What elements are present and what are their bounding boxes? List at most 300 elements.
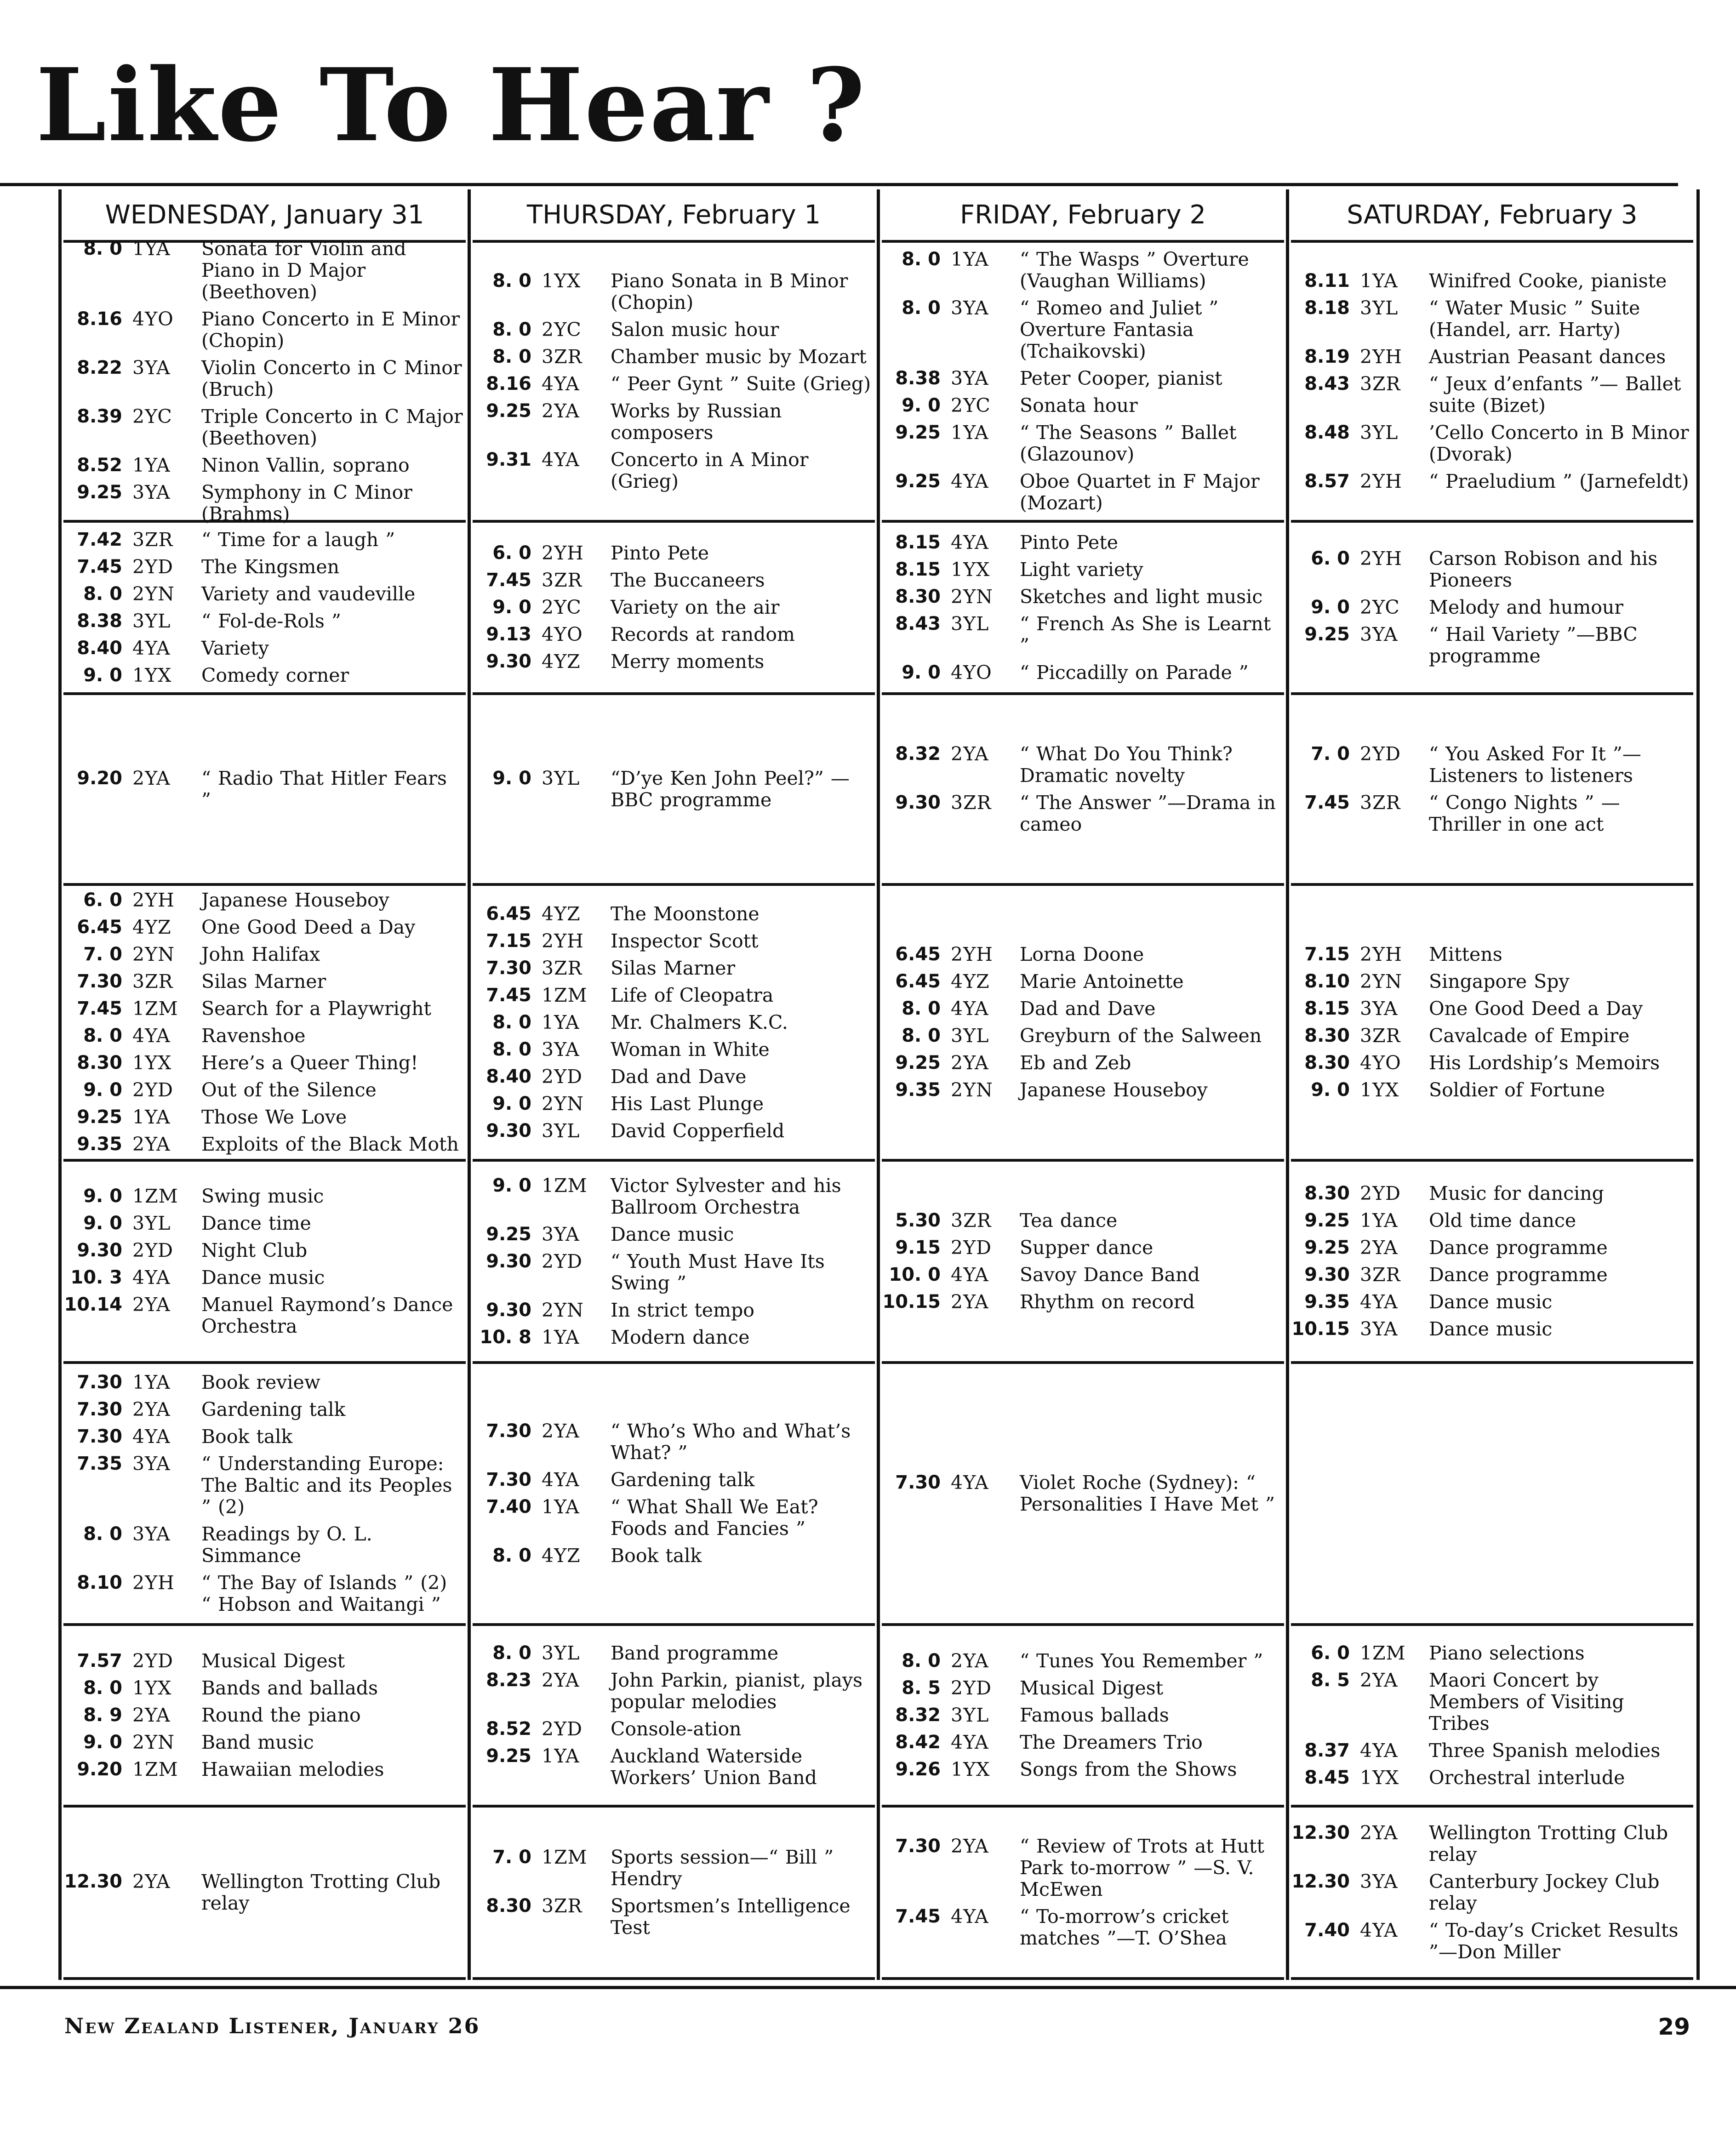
program-title: “ Review of Trots at Hutt Park to-morrow ” —S. V. McEwen [1020, 1835, 1264, 1900]
program-entry [473, 1643, 875, 1664]
program-entry [1291, 1670, 1693, 1734]
program-entry [882, 368, 1284, 389]
program-title: “ French As She is Learnt ” [1020, 612, 1271, 656]
program-entry [882, 971, 1284, 992]
entry-time: 7.40 [1304, 1919, 1350, 1941]
program-title: Canterbury Jockey Club relay [1429, 1870, 1660, 1914]
entry-time: 7.45 [1304, 792, 1350, 813]
entry-time: 8.57 [1304, 471, 1350, 492]
program-title: Manuel Raymond’s Dance Orchestra [201, 1294, 453, 1337]
program-entry [882, 1237, 1284, 1259]
station-call-sign: 1ZM [1360, 1642, 1406, 1664]
entry-time: 9. 0 [1311, 1079, 1350, 1101]
entry-time: 8.43 [1304, 373, 1350, 394]
program-entry [1291, 346, 1693, 368]
program-title: Dance music [611, 1223, 734, 1245]
program-entry [882, 1079, 1284, 1101]
program-entry [882, 1650, 1284, 1672]
footer-publication: New Zealand Listener, January 26 [64, 2013, 480, 2038]
program-title: Dance programme [1429, 1237, 1608, 1259]
category-cell [63, 886, 466, 1162]
program-entry [1291, 548, 1693, 591]
entry-time: 8.30 [1304, 1025, 1350, 1046]
program-title: Dad and Dave [1020, 998, 1156, 1020]
category-cell [1291, 1626, 1693, 1808]
program-entry [473, 1224, 875, 1245]
program-entry [63, 1705, 466, 1726]
entry-time: 10. 8 [480, 1326, 531, 1348]
entry-time: 7.15 [1304, 944, 1350, 965]
program-entry [473, 1895, 875, 1939]
program-entry [473, 400, 875, 444]
station-call-sign: 2YC [542, 596, 582, 618]
program-entry [1291, 1264, 1693, 1286]
day-header: THURSDAY, February 1 [473, 189, 875, 243]
program-entry [882, 1906, 1284, 1949]
program-title: Songs from the Shows [1020, 1758, 1237, 1780]
category-cell [63, 1808, 466, 1980]
station-call-sign: 4YO [132, 308, 174, 330]
entry-time: 7. 0 [492, 1846, 531, 1868]
category-cell [63, 523, 466, 695]
program-entry [473, 985, 875, 1006]
entry-time: 9.30 [486, 651, 531, 672]
program-entry [1291, 998, 1693, 1020]
station-call-sign: 2YA [1360, 1237, 1398, 1259]
station-call-sign: 3YA [951, 367, 989, 389]
entry-time: 9.30 [486, 1250, 531, 1272]
program-title: Variety and vaudeville [201, 582, 416, 605]
program-title: “ The Seasons ” Ballet (Glazounov) [1020, 422, 1237, 465]
program-entry [1291, 1740, 1693, 1762]
station-call-sign: 3YA [1360, 1318, 1398, 1340]
program-entry [63, 1267, 466, 1289]
station-call-sign: 2YA [1360, 1669, 1398, 1691]
station-call-sign: 1YX [1360, 1766, 1399, 1789]
station-call-sign: 4YZ [542, 1545, 581, 1567]
entry-time: 8. 5 [1311, 1669, 1350, 1691]
station-call-sign: 4YZ [542, 650, 581, 673]
station-call-sign: 1ZM [542, 1174, 588, 1197]
entry-time: 8.15 [1304, 998, 1350, 1019]
station-call-sign: 2YA [542, 1669, 580, 1691]
program-entry [63, 1240, 466, 1261]
program-entry [1291, 422, 1693, 465]
program-entry [63, 1372, 466, 1393]
station-call-sign: 2YD [951, 1237, 992, 1259]
entry-time: 8.30 [895, 586, 941, 607]
station-call-sign: 2YH [1360, 470, 1402, 492]
station-call-sign: 3ZR [132, 528, 173, 551]
station-call-sign: 2YH [542, 930, 584, 952]
entry-time: 8.40 [77, 637, 122, 659]
entry-time: 9.35 [895, 1079, 941, 1101]
station-call-sign: 3YL [542, 1642, 580, 1664]
station-call-sign: 3YL [542, 1119, 580, 1142]
station-call-sign: 3YL [1360, 297, 1399, 319]
program-title: Eb and Zeb [1020, 1052, 1131, 1074]
station-call-sign: 3YA [1360, 1870, 1398, 1893]
program-entry [473, 1670, 875, 1713]
program-entry [473, 1847, 875, 1890]
program-title: Modern dance [611, 1326, 750, 1348]
station-call-sign: 3YL [951, 1025, 989, 1047]
entry-time: 8.45 [1304, 1767, 1350, 1788]
entry-time: 8.23 [486, 1669, 531, 1691]
program-title: Ninon Vallin, soprano [201, 454, 410, 476]
entry-time: 10.15 [1291, 1318, 1350, 1340]
entry-time: 9.30 [486, 1299, 531, 1321]
program-entry [63, 971, 466, 992]
program-title: “ The Answer ”—Drama in cameo [1020, 791, 1276, 835]
category-cell [882, 695, 1284, 886]
station-call-sign: 3ZR [542, 346, 582, 368]
entry-time: 9. 0 [902, 395, 941, 416]
program-title: Supper dance [1020, 1237, 1154, 1259]
program-entry [63, 238, 466, 303]
entry-time: 8.10 [1304, 971, 1350, 992]
program-entry [1291, 1052, 1693, 1074]
entry-time: 8. 0 [902, 1650, 941, 1671]
program-title: Sonata for Violin and Piano in D Major (Beethoven) [201, 237, 406, 303]
station-call-sign: 2YD [542, 1250, 583, 1272]
program-entry [1291, 471, 1693, 492]
entry-time: 9.35 [1304, 1291, 1350, 1312]
category-cell [1291, 1162, 1693, 1364]
station-call-sign: 3ZR [132, 970, 173, 992]
program-entry [1291, 1237, 1693, 1259]
entry-time: 7.57 [77, 1650, 122, 1671]
program-entry [63, 1426, 466, 1448]
program-entry [473, 1066, 875, 1088]
station-call-sign: 3YA [132, 1453, 171, 1475]
program-entry [1291, 297, 1693, 341]
program-entry [63, 1677, 466, 1699]
program-entry [473, 624, 875, 645]
station-call-sign: 1YA [1360, 270, 1398, 292]
category-cell [1291, 886, 1693, 1162]
category-cell [63, 1364, 466, 1626]
program-entry [473, 1718, 875, 1740]
category-cell [473, 886, 875, 1162]
program-entry [63, 1025, 466, 1047]
program-title: Dance music [1429, 1318, 1553, 1340]
program-title: Japanese Houseboy [201, 889, 389, 911]
program-title: Light variety [1020, 558, 1143, 581]
program-title: Symphony in C Minor (Brahms) [201, 481, 412, 525]
station-call-sign: 4YO [1360, 1052, 1401, 1074]
program-title: Out of the Silence [201, 1079, 377, 1101]
station-call-sign: 2YD [132, 555, 174, 578]
station-call-sign: 2YA [951, 1650, 989, 1672]
station-call-sign: 1ZM [132, 1185, 178, 1207]
entry-time: 9. 0 [492, 597, 531, 618]
program-entry [473, 1251, 875, 1294]
entry-time: 8.43 [895, 613, 941, 634]
program-title: Here’s a Queer Thing! [201, 1052, 418, 1074]
station-call-sign: 2YA [132, 1294, 171, 1316]
station-call-sign: 1YA [132, 1106, 171, 1128]
bottom-rule [0, 1986, 1736, 1989]
program-entry [1291, 624, 1693, 667]
program-entry [63, 1079, 466, 1101]
entry-time: 7.30 [486, 957, 531, 979]
program-title: Silas Marner [611, 957, 736, 979]
entry-time: 9.26 [895, 1759, 941, 1780]
entry-time: 7.30 [895, 1472, 941, 1493]
station-call-sign: 4YA [951, 1471, 989, 1494]
entry-time: 9.25 [1304, 624, 1350, 645]
station-call-sign: 4YA [132, 1025, 171, 1047]
station-call-sign: 2YN [951, 585, 994, 608]
category-cell [473, 1808, 875, 1980]
station-call-sign: 1YA [542, 1496, 580, 1518]
entry-time: 12.30 [64, 1871, 122, 1892]
category-cell [63, 1626, 466, 1808]
station-call-sign: 1YA [951, 422, 989, 444]
entry-time: 10. 3 [70, 1267, 122, 1288]
entry-time: 9.30 [77, 1240, 122, 1261]
entry-time: 9.30 [1304, 1264, 1350, 1285]
page-number: 29 [1658, 2013, 1690, 2040]
station-call-sign: 3ZR [1360, 1264, 1401, 1286]
program-entry [63, 890, 466, 911]
entry-time: 8.30 [486, 1895, 531, 1916]
station-call-sign: 2YA [132, 1398, 171, 1420]
program-entry [1291, 971, 1693, 992]
entry-time: 8.30 [77, 1052, 122, 1073]
station-call-sign: 4YO [951, 661, 992, 684]
entry-time: 7.30 [486, 1469, 531, 1490]
program-entry [473, 651, 875, 673]
program-title: Oboe Quartet in F Major (Mozart) [1020, 470, 1260, 514]
program-title: “ Congo Nights ” — Thriller in one act [1429, 791, 1620, 835]
program-entry [882, 559, 1284, 581]
program-entry [1291, 270, 1693, 292]
program-entry [882, 297, 1284, 362]
station-call-sign: 4YA [951, 998, 989, 1020]
program-entry [882, 944, 1284, 965]
program-title: Band music [201, 1731, 314, 1753]
program-entry [473, 1420, 875, 1464]
program-title: “ Who’s Who and What’s What? ” [611, 1420, 851, 1464]
program-entry [63, 1523, 466, 1567]
program-entry [473, 1545, 875, 1567]
program-entry [63, 556, 466, 578]
program-entry [473, 1496, 875, 1540]
top-rule [0, 183, 1678, 186]
station-call-sign: 4YA [951, 1264, 989, 1286]
program-entry [882, 1210, 1284, 1232]
program-title: Swing music [201, 1185, 324, 1207]
entry-time: 9.31 [486, 449, 531, 470]
program-title: Cavalcade of Empire [1429, 1025, 1630, 1047]
program-title: Pinto Pete [611, 542, 709, 564]
program-entry [1291, 743, 1693, 787]
entry-time: 8.15 [895, 559, 941, 580]
program-entry [473, 373, 875, 395]
entry-time: 8. 0 [492, 1038, 531, 1060]
entry-time: 9. 0 [492, 1093, 531, 1114]
program-title: Band programme [611, 1642, 779, 1664]
program-title: ’Cello Concerto in B Minor (Dvorak) [1429, 422, 1689, 465]
program-title: Japanese Houseboy [1020, 1079, 1208, 1101]
program-entry [63, 1399, 466, 1420]
program-entry [473, 449, 875, 492]
station-call-sign: 3YL [132, 1212, 171, 1234]
program-title: Hawaiian melodies [201, 1758, 384, 1780]
program-entry [473, 1745, 875, 1789]
program-entry [63, 308, 466, 352]
day-column [473, 189, 875, 1980]
station-call-sign: 3YA [542, 1223, 580, 1245]
program-entry [1291, 792, 1693, 835]
program-entry [63, 1186, 466, 1207]
entry-time: 7.35 [77, 1453, 122, 1474]
station-call-sign: 2YD [542, 1717, 583, 1740]
program-entry [882, 1025, 1284, 1047]
entry-time: 9. 0 [1311, 597, 1350, 618]
entry-time: 8. 0 [83, 1025, 122, 1046]
program-entry [63, 1453, 466, 1518]
station-call-sign: 2YD [542, 1065, 583, 1088]
entry-time: 8. 0 [902, 297, 941, 319]
station-call-sign: 2YA [542, 1420, 580, 1442]
entry-time: 10.15 [882, 1291, 941, 1312]
station-call-sign: 3YA [542, 1038, 580, 1061]
entry-time: 9.20 [77, 767, 122, 789]
entry-time: 7.30 [77, 1372, 122, 1393]
day-header: WEDNESDAY, January 31 [63, 189, 466, 243]
program-title: Famous ballads [1020, 1704, 1169, 1726]
program-title: Savoy Dance Band [1020, 1264, 1200, 1286]
program-title: John Parkin, pianist, plays popular melodies [611, 1669, 863, 1713]
station-call-sign: 1YA [132, 454, 171, 476]
program-entry [473, 1469, 875, 1491]
category-cell [473, 1364, 875, 1626]
category-cell [1291, 695, 1693, 886]
program-title: Tea dance [1020, 1209, 1118, 1232]
station-call-sign: 3YA [132, 356, 171, 379]
program-title: “ Peer Gynt ” Suite (Grieg) [611, 373, 871, 395]
day-header: SATURDAY, February 3 [1291, 189, 1693, 243]
entry-time: 6.45 [895, 944, 941, 965]
entry-time: 7.30 [486, 1420, 531, 1442]
station-call-sign: 2YD [951, 1677, 992, 1699]
program-title: Maori Concert by Members of Visiting Tribes [1429, 1669, 1624, 1734]
program-title: Marie Antoinette [1020, 970, 1184, 992]
entry-time: 9.30 [895, 792, 941, 813]
station-call-sign: 4YA [951, 1905, 989, 1928]
program-title: Console-ation [611, 1717, 742, 1740]
entry-time: 9.25 [486, 400, 531, 422]
entry-time: 7.30 [77, 1399, 122, 1420]
entry-time: 6. 0 [492, 542, 531, 564]
page-title: Like To Hear ? [36, 46, 867, 164]
station-call-sign: 4YA [1360, 1739, 1398, 1762]
program-entry [473, 903, 875, 925]
category-cell [473, 1162, 875, 1364]
station-call-sign: 1ZM [542, 1846, 588, 1868]
station-call-sign: 1YA [951, 248, 989, 270]
program-entry [473, 1012, 875, 1033]
program-entry [63, 610, 466, 632]
category-cell [1291, 1364, 1693, 1626]
station-call-sign: 2YH [1360, 943, 1402, 965]
program-title: Piano selections [1429, 1642, 1585, 1664]
program-entry [63, 357, 466, 400]
station-call-sign: 1ZM [542, 984, 588, 1006]
entry-time: 8.15 [895, 531, 941, 553]
program-entry [473, 1039, 875, 1061]
program-entry [882, 1732, 1284, 1753]
station-call-sign: 3ZR [951, 791, 992, 814]
program-title: Book review [201, 1371, 320, 1393]
program-title: The Dreamers Trio [1020, 1731, 1203, 1753]
entry-time: 8. 0 [492, 270, 531, 291]
program-title: Round the piano [201, 1704, 361, 1726]
station-call-sign: 3YL [132, 610, 171, 632]
category-cell [1291, 523, 1693, 695]
station-call-sign: 1YX [132, 1052, 172, 1074]
station-call-sign: 2YC [1360, 596, 1400, 618]
category-cell [1291, 243, 1693, 523]
entry-time: 7.45 [77, 998, 122, 1019]
entry-time: 10.14 [64, 1294, 122, 1315]
program-title: David Copperfield [611, 1119, 785, 1142]
program-title: “ What Do You Think? Dramatic novelty [1020, 742, 1233, 787]
station-call-sign: 2YD [132, 1650, 174, 1672]
program-title: “ Radio That Hitler Fears ” [201, 767, 447, 811]
program-title: Records at random [611, 623, 795, 645]
station-call-sign: 2YC [132, 405, 172, 428]
station-call-sign: 2YN [542, 1299, 584, 1321]
entry-time: 9.25 [486, 1745, 531, 1767]
program-title: His Lordship’s Memoirs [1429, 1052, 1660, 1074]
station-call-sign: 4YZ [542, 902, 581, 925]
program-entry [63, 665, 466, 686]
program-title: Readings by O. L. Simmance [201, 1523, 372, 1567]
program-title: Winifred Cooke, pianiste [1429, 270, 1667, 292]
program-title: “ Piccadilly on Parade ” [1020, 661, 1249, 684]
station-call-sign: 4YA [132, 1426, 171, 1448]
entry-time: 8.16 [486, 373, 531, 394]
program-title: The Kingsmen [201, 555, 340, 578]
program-entry [473, 1175, 875, 1218]
program-title: Carson Robison and his Pioneers [1429, 548, 1658, 591]
program-entry [1291, 944, 1693, 965]
station-call-sign: 3YL [542, 767, 580, 789]
category-cell [882, 1808, 1284, 1980]
entry-time: 8.11 [1304, 270, 1350, 291]
program-entry [1291, 1643, 1693, 1664]
station-call-sign: 2YA [542, 400, 580, 422]
category-cell [882, 1162, 1284, 1364]
category-cell [473, 523, 875, 695]
station-call-sign: 4YA [542, 1469, 580, 1491]
program-title: “ Jeux d’enfants ”— Ballet suite (Bizet) [1429, 373, 1681, 416]
program-entry [882, 1677, 1284, 1699]
program-title: Chamber music by Mozart [611, 346, 867, 368]
program-title: Singapore Spy [1429, 970, 1570, 992]
program-entry [882, 1705, 1284, 1726]
category-cell [473, 243, 875, 523]
program-entry [63, 529, 466, 551]
program-entry [473, 930, 875, 952]
category-cell [63, 1162, 466, 1364]
entry-time: 6.45 [895, 971, 941, 992]
program-title: “ Fol-de-Rols ” [201, 610, 341, 632]
